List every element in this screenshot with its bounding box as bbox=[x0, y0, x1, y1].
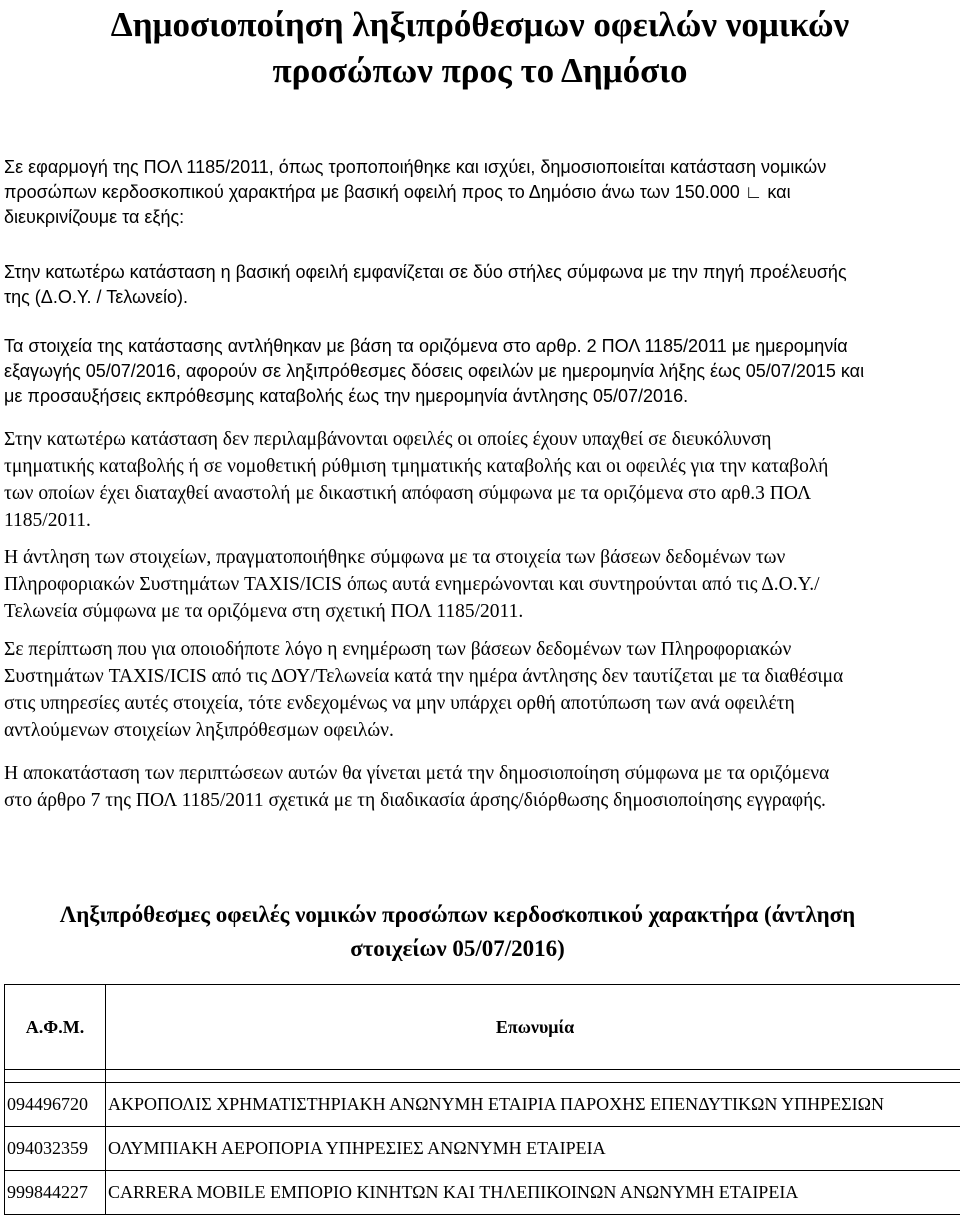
text-line: της (Δ.Ο.Υ. / Τελωνείο). bbox=[4, 287, 189, 307]
section-title-line: Ληξιπρόθεσμες οφειλές νομικών προσώπων κερδοσκοπικού χαρακτήρα (άντληση bbox=[59, 902, 856, 927]
text-line: Η αποκατάσταση των περιπτώσεων αυτών θα γίνεται μετά την δημοσιοποίηση σύμφωνα με τα οριζόμενα bbox=[4, 763, 830, 784]
source-paragraph bbox=[4, 260, 847, 310]
column-header-name: Επωνυμία bbox=[106, 985, 960, 1070]
afm-cell: 094032359 bbox=[5, 1127, 106, 1171]
section-title bbox=[0, 898, 915, 966]
exclusion-paragraph bbox=[4, 426, 828, 534]
text-line: Σε περίπτωση που για οποιοδήποτε λόγο η ενημέρωση των βάσεων δεδομένων των Πληροφοριακών bbox=[4, 639, 792, 660]
systems-paragraph bbox=[4, 544, 820, 625]
text-line: τμηματικής καταβολής ή σε νομοθετική ρύθμιση τμηματικής καταβολής και οι οφειλές για την καταβολή bbox=[4, 456, 829, 477]
extraction-paragraph bbox=[4, 334, 864, 409]
text-line: Πληροφοριακών Συστημάτων TAXIS/ICIS όπως αυτά ενημερώνονται και συντηρούνται από τις Δ.Ο.Υ./ bbox=[4, 574, 820, 595]
section-title-line: στοιχείων 05/07/2016) bbox=[350, 936, 565, 961]
debtors-table bbox=[4, 984, 960, 1215]
text-line: 1185/2011. bbox=[4, 510, 91, 531]
table-row bbox=[5, 1127, 960, 1171]
afm-cell: 094496720 bbox=[5, 1083, 106, 1127]
text-line: Σε εφαρμογή της ΠΟΛ 1185/2011, όπως τροποποιήθηκε και ισχύει, δημοσιοποιείται κατάσταση νομικών bbox=[4, 157, 827, 177]
text-line: αντλούμενων στοιχείων ληξιπρόθεσμων οφειλών. bbox=[4, 720, 394, 741]
page-title-line: Δημοσιοποίηση ληξιπρόθεσμων οφειλών νομικών bbox=[110, 5, 850, 44]
text-line: προσώπων κερδοσκοπικού χαρακτήρα με βασική οφειλή προς το Δημόσιο άνω των 150.000 ∟ και bbox=[4, 182, 791, 202]
name-cell: ΑΚΡΟΠΟΛΙΣ ΧΡΗΜΑΤΙΣΤΗΡΙΑΚΗ ΑΝΩΝΥΜΗ ΕΤΑΙΡΙΑ ΠΑΡΟΧΗΣ ΕΠΕΝΔΥΤΙΚΩΝ ΥΠΗΡΕΣΙΩΝ bbox=[106, 1083, 960, 1127]
text-line: Η άντληση των στοιχείων, πραγματοποιήθηκε σύμφωνα με τα στοιχεία των βάσεων δεδομένων των bbox=[4, 547, 786, 568]
spacer-cell bbox=[5, 1070, 106, 1083]
spacer-cell bbox=[106, 1070, 960, 1083]
afm-cell: 999844227 bbox=[5, 1171, 106, 1215]
text-line: με προσαυξήσεις εκπρόθεσμης καταβολής έως την ημερομηνία άντλησης 05/07/2016. bbox=[4, 386, 689, 406]
intro-paragraph bbox=[4, 155, 826, 230]
restoration-paragraph bbox=[4, 760, 829, 814]
table-header-row bbox=[5, 985, 960, 1070]
delay-paragraph bbox=[4, 636, 843, 744]
page-title bbox=[0, 2, 960, 94]
text-line: Συστημάτων TAXIS/ICIS από τις ΔΟΥ/Τελωνεία κατά την ημέρα άντλησης δεν ταυτίζεται με τα διαθέσιμα bbox=[4, 666, 844, 687]
text-line: Στην κατωτέρω κατάσταση η βασική οφειλή εμφανίζεται σε δύο στήλες σύμφωνα με την πηγή προέλευσής bbox=[4, 262, 847, 282]
table-spacer bbox=[5, 1070, 960, 1083]
table-row bbox=[5, 1083, 960, 1127]
name-cell: ΟΛΥΜΠΙΑΚΗ ΑΕΡΟΠΟΡΙΑ ΥΠΗΡΕΣΙΕΣ ΑΝΩΝΥΜΗ ΕΤΑΙΡΕΙΑ bbox=[106, 1127, 960, 1171]
text-line: διευκρινίζουμε τα εξής: bbox=[4, 207, 185, 227]
text-line: Τελωνεία σύμφωνα με τα οριζόμενα στη σχετική ΠΟΛ 1185/2011. bbox=[4, 601, 524, 622]
name-cell: CARRERA MOBILE ΕΜΠΟΡΙΟ ΚΙΝΗΤΩΝ ΚΑΙ ΤΗΛΕΠΙΚΟΙΝΩΝ ΑΝΩΝΥΜΗ ΕΤΑΙΡΕΙΑ bbox=[106, 1171, 960, 1215]
column-header-afm: Α.Φ.Μ. bbox=[5, 985, 106, 1070]
text-line: Στην κατωτέρω κατάσταση δεν περιλαμβάνονται οφειλές οι οποίες έχουν υπαχθεί σε διευκόλυνση bbox=[4, 429, 772, 450]
text-line: στο άρθρο 7 της ΠΟΛ 1185/2011 σχετικά με τη διαδικασία άρσης/διόρθωσης δημοσιοποίησης εγγραφής. bbox=[4, 790, 826, 811]
page-title-line: προσώπων προς το Δημόσιο bbox=[272, 51, 688, 90]
table-row bbox=[5, 1171, 960, 1215]
text-line: Τα στοιχεία της κατάστασης αντλήθηκαν με βάση τα οριζόμενα στο αρθρ. 2 ΠΟΛ 1185/2011 με ημερομηνία bbox=[4, 336, 848, 356]
text-line: στις υπηρεσίες αυτές στοιχεία, τότε ενδεχομένως να μην υπάρχει ορθή αποτύπωση των ανά οφειλέτη bbox=[4, 693, 795, 714]
text-line: εξαγωγής 05/07/2016, αφορούν σε ληξιπρόθεσμες δόσεις οφειλών με ημερομηνία λήξης έως 05/07/2015 και bbox=[4, 361, 865, 381]
text-line: των οποίων έχει διαταχθεί αναστολή με δικαστική απόφαση σύμφωνα με τα οριζόμενα στο αρθ.3 ΠΟΛ bbox=[4, 483, 812, 504]
